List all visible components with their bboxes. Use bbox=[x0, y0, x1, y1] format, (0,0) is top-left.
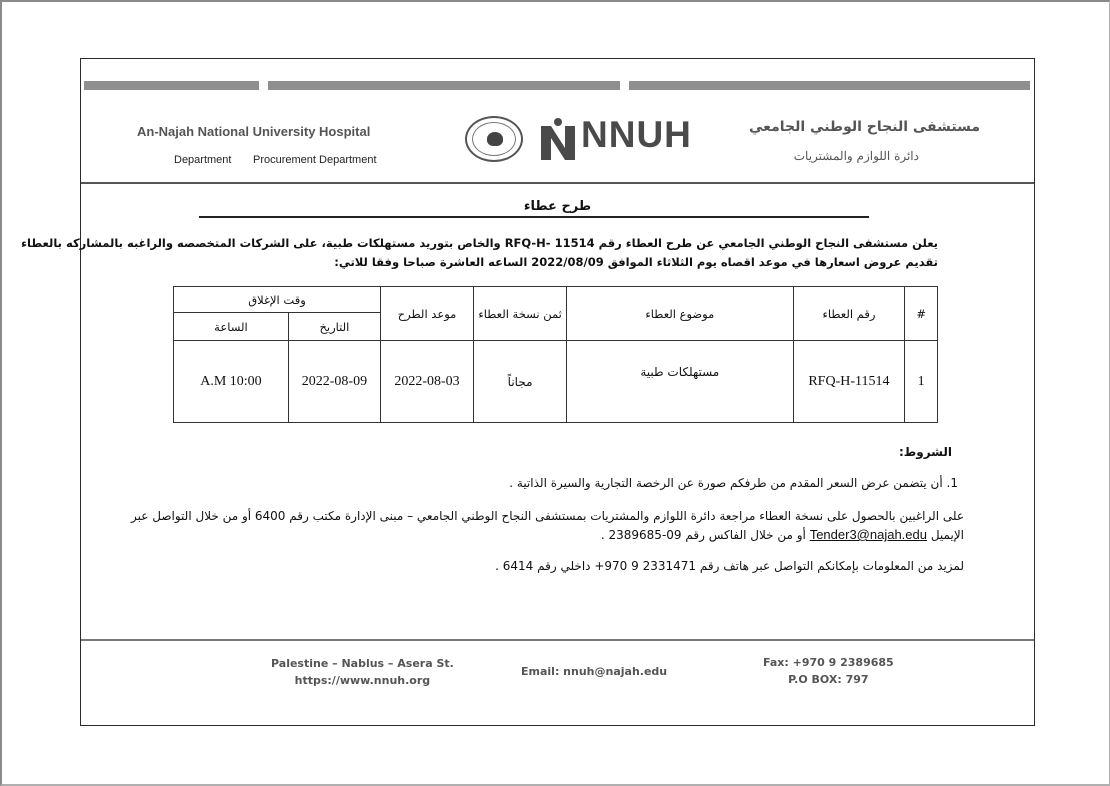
contact-line-1: على الراغبين بالحصول على نسخة العطاء مراجعة دائرة اللوازم والمشتريات بمستشفى النجاح الوطني الجامعي – مبنى الإدارة مكتب رقم 6400 أو من خلال التواصل عبر bbox=[131, 509, 964, 523]
department-label: Department bbox=[174, 154, 232, 166]
footer-fax: Fax: +970 9 2389685 bbox=[763, 656, 894, 669]
col-header-closing-time: وقت الإغلاق bbox=[174, 287, 381, 313]
col-header-copy-price: ثمن نسخة العطاء bbox=[474, 287, 567, 341]
cell-num: 1 bbox=[905, 341, 938, 423]
university-seal-icon bbox=[465, 116, 523, 162]
header-bar-right bbox=[629, 81, 1030, 90]
footer-divider bbox=[81, 639, 1034, 641]
tender-table bbox=[173, 286, 938, 423]
department-name: Procurement Department bbox=[253, 154, 377, 166]
footer-address-text: Palestine – Nablus – Asera St. bbox=[271, 657, 454, 670]
col-header-tender-no: رقم العطاء bbox=[793, 287, 905, 341]
nnuh-logo: NNUH bbox=[581, 114, 692, 155]
contact-email-prefix: الإيميل bbox=[930, 528, 964, 542]
col-header-hour: الساعة bbox=[174, 313, 289, 341]
footer-website[interactable]: https://www.nnuh.org bbox=[294, 674, 431, 687]
footer-pobox: P.O BOX: 797 bbox=[788, 673, 869, 686]
intro-line-2: تقديم عروض اسعارها في موعد اقصاه يوم الثلاثاء الموافق 2022/08/09 الساعه العاشرة صباحا وفقا للاتي: bbox=[334, 255, 938, 269]
footer-address bbox=[271, 657, 454, 687]
col-header-date: التاريخ bbox=[288, 313, 380, 341]
header-divider bbox=[81, 182, 1034, 184]
table-row bbox=[174, 341, 938, 423]
document-page bbox=[21, 58, 1035, 726]
col-header-subject: موضوع العطاء bbox=[567, 287, 793, 341]
hospital-name-en: An-Najah National University Hospital bbox=[137, 124, 371, 139]
hospital-name-ar: مستشفى النجاح الوطني الجامعي bbox=[749, 119, 980, 135]
contact-fax-text: أو من خلال الفاكس رقم 09-2389685 . bbox=[600, 528, 806, 542]
cell-closing-hour: A.M 10:00 bbox=[174, 341, 289, 423]
footer-fax-po bbox=[763, 656, 894, 686]
condition-item-1-num: 1. bbox=[946, 476, 958, 490]
cell-subject: مستهلكات طبية bbox=[567, 341, 793, 423]
cell-closing-date: 2022-08-09 bbox=[288, 341, 380, 423]
footer-email[interactable]: Email: nnuh@najah.edu bbox=[521, 665, 668, 678]
cell-offer-date: 2022-08-03 bbox=[380, 341, 473, 423]
condition-item-1-text: أن يتضمن عرض السعر المقدم من طرفكم صورة عن الرخصة التجارية والسيرة الذاتية . bbox=[509, 476, 943, 490]
header-bar-middle bbox=[268, 81, 620, 90]
department-name-ar: دائرة اللوازم والمشتريات bbox=[793, 149, 919, 163]
contact-line-2 bbox=[601, 527, 964, 542]
condition-item-1 bbox=[509, 476, 958, 490]
tender-email-link[interactable]: Tender3@najah.edu bbox=[809, 527, 927, 542]
document-title: طرح عطاء bbox=[523, 199, 592, 214]
nnuh-logo-mark-icon bbox=[537, 116, 583, 162]
col-header-num: # bbox=[905, 287, 938, 341]
intro-line-1: يعلن مستشفى النجاح الوطني الجامعي عن طرح العطاء رقم RFQ-H- 11514 والخاص بتوريد مستهلكات طبية، على الشركات المتخصصه والراغبه بالمشاركه بالعطاء bbox=[21, 236, 938, 250]
header-bar-left bbox=[84, 81, 259, 90]
cell-copy-price: مجاناً bbox=[474, 341, 567, 423]
title-underline bbox=[199, 216, 869, 218]
col-header-offer-date: موعد الطرح bbox=[380, 287, 473, 341]
cell-tender-no: RFQ-H-11514 bbox=[793, 341, 905, 423]
conditions-heading: الشروط: bbox=[898, 445, 952, 459]
contact-line-3: لمزيد من المعلومات بإمكانكم التواصل عبر هاتف رقم 2331471 9 970+ داخلي رقم 6414 . bbox=[495, 559, 964, 573]
